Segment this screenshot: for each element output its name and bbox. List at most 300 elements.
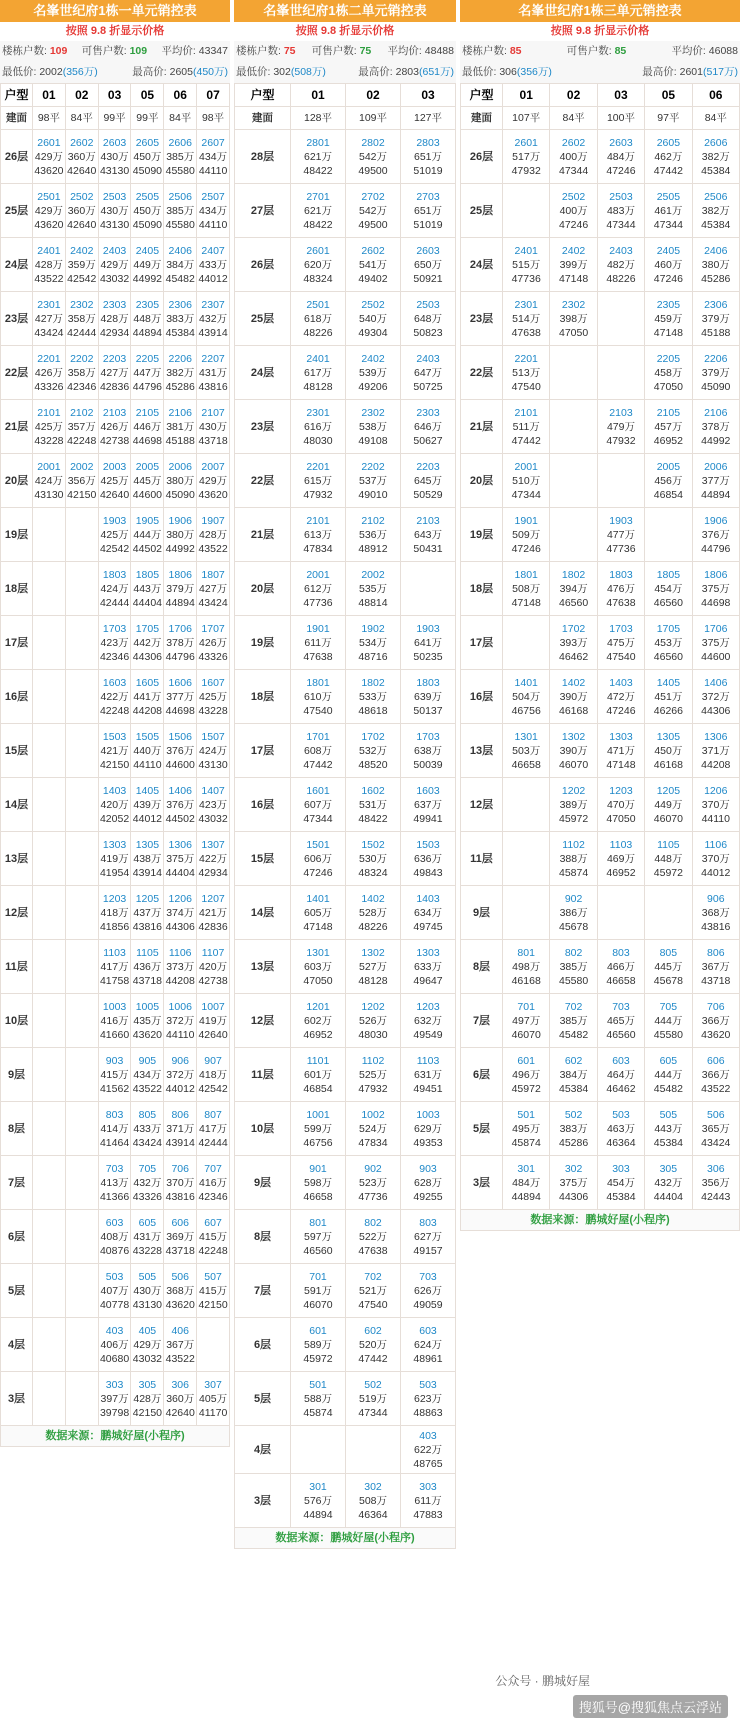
unit-cell[interactable] (401, 346, 456, 400)
unit-cell[interactable] (692, 616, 739, 670)
unit-cell[interactable] (98, 130, 131, 184)
unit-cell[interactable] (164, 1264, 197, 1318)
unit-cell[interactable] (164, 724, 197, 778)
empty-cell (645, 886, 692, 940)
area-header: 建面 (461, 107, 503, 130)
unit-cell[interactable] (164, 454, 197, 508)
unit-cell[interactable] (346, 940, 401, 994)
unit-cell[interactable] (197, 292, 230, 346)
unit-cell[interactable] (692, 292, 739, 346)
total-price: 430万 (100, 150, 129, 163)
unit-cell[interactable] (597, 130, 644, 184)
unit-cell[interactable] (291, 1048, 346, 1102)
room-number: 2002 (361, 568, 385, 581)
unit-cell[interactable] (33, 184, 66, 238)
unit-cell[interactable] (291, 1156, 346, 1210)
unit-cell[interactable] (503, 562, 550, 616)
unit-cell[interactable] (346, 130, 401, 184)
room-number: 2701 (306, 190, 330, 203)
unit-cell[interactable] (346, 1048, 401, 1102)
unit-cell[interactable] (98, 292, 131, 346)
unit-cell[interactable] (164, 238, 197, 292)
unit-cell[interactable] (692, 778, 739, 832)
unit-cell[interactable] (98, 616, 131, 670)
total-price: 576万 (303, 1494, 333, 1507)
unit-cell[interactable] (346, 562, 401, 616)
unit-cell[interactable] (550, 778, 597, 832)
unit-cell[interactable] (692, 454, 739, 508)
unit-cell[interactable] (197, 508, 230, 562)
unit-cell[interactable] (164, 778, 197, 832)
unit-price: 46952 (653, 434, 683, 447)
unit-cell[interactable] (131, 508, 164, 562)
unit-cell[interactable] (401, 1048, 456, 1102)
unit-cell[interactable] (131, 1264, 164, 1318)
unit-cell[interactable] (33, 346, 66, 400)
unit-cell[interactable] (197, 1156, 230, 1210)
unit-cell[interactable] (131, 184, 164, 238)
unit-cell[interactable] (401, 1426, 456, 1474)
unit-cell[interactable] (131, 400, 164, 454)
unit-cell[interactable] (33, 400, 66, 454)
unit-cell[interactable] (550, 130, 597, 184)
unit-cell[interactable] (65, 292, 98, 346)
unit-cell[interactable] (597, 1048, 644, 1102)
unit-cell[interactable] (401, 1474, 456, 1528)
unit-cell[interactable] (645, 670, 692, 724)
unit-cell[interactable] (33, 130, 66, 184)
unit-cell[interactable] (131, 724, 164, 778)
unit-cell[interactable] (401, 994, 456, 1048)
unit-cell[interactable] (401, 940, 456, 994)
unit-cell[interactable] (401, 1318, 456, 1372)
unit-cell[interactable] (692, 886, 739, 940)
unit-cell[interactable] (98, 724, 131, 778)
unit-price: 42444 (99, 596, 130, 609)
unit-cell[interactable] (692, 346, 739, 400)
unit-cell[interactable] (645, 400, 692, 454)
unit-cell[interactable] (645, 238, 692, 292)
unit-cell[interactable] (597, 940, 644, 994)
unit-cell[interactable] (197, 130, 230, 184)
unit-cell[interactable] (503, 670, 550, 724)
unit-cell[interactable] (346, 400, 401, 454)
unit-cell[interactable] (291, 292, 346, 346)
unit-cell[interactable] (131, 670, 164, 724)
unit-cell[interactable] (164, 832, 197, 886)
unit-price: 43424 (701, 1136, 731, 1149)
unit-cell[interactable] (550, 886, 597, 940)
unit-cell[interactable] (291, 400, 346, 454)
unit-cell[interactable] (197, 1210, 230, 1264)
unit-cell[interactable] (131, 778, 164, 832)
unit-price: 45678 (653, 974, 683, 987)
unit-cell[interactable] (597, 616, 644, 670)
unit-cell[interactable] (550, 616, 597, 670)
unit-cell[interactable] (98, 400, 131, 454)
unit-cell[interactable] (503, 994, 550, 1048)
unit-cell[interactable] (98, 832, 131, 886)
unit-cell[interactable] (291, 1474, 346, 1528)
unit-cell[interactable] (597, 778, 644, 832)
unit-cell[interactable] (645, 778, 692, 832)
unit-cell[interactable] (645, 994, 692, 1048)
unit-cell[interactable] (98, 1372, 131, 1426)
unit-cell[interactable] (291, 238, 346, 292)
unit-cell[interactable] (346, 1102, 401, 1156)
unit-cell[interactable] (692, 940, 739, 994)
unit-cell[interactable] (597, 724, 644, 778)
room-number: 1803 (102, 568, 127, 581)
unit-cell[interactable] (291, 1318, 346, 1372)
unit-cell[interactable] (503, 940, 550, 994)
unit-cell[interactable] (164, 130, 197, 184)
unit-cell[interactable] (291, 940, 346, 994)
unit-cell[interactable] (346, 1318, 401, 1372)
unit-cell[interactable] (692, 562, 739, 616)
unit-cell[interactable] (197, 670, 230, 724)
unit-cell[interactable] (645, 562, 692, 616)
unit-cell[interactable] (692, 670, 739, 724)
unit-price: 47540 (511, 380, 541, 393)
unit-cell[interactable] (645, 454, 692, 508)
total-price: 624万 (413, 1338, 443, 1351)
unit-cell[interactable] (401, 400, 456, 454)
unit-cell[interactable] (131, 832, 164, 886)
unit-cell[interactable] (131, 886, 164, 940)
unit-cell[interactable] (692, 400, 739, 454)
unit-cell[interactable] (291, 508, 346, 562)
unit-cell[interactable] (33, 238, 66, 292)
unit-cell[interactable] (346, 1264, 401, 1318)
unit-cell[interactable] (291, 130, 346, 184)
unit-cell[interactable] (131, 130, 164, 184)
room-number: 1502 (361, 838, 385, 851)
unit-cell[interactable] (550, 238, 597, 292)
total-price: 484万 (606, 150, 635, 163)
unit-cell[interactable] (645, 130, 692, 184)
unit-cell[interactable] (131, 1372, 164, 1426)
unit-cell[interactable] (197, 832, 230, 886)
unit-cell[interactable] (33, 454, 66, 508)
unit-cell[interactable] (550, 670, 597, 724)
unit-cell[interactable] (291, 886, 346, 940)
unit-cell[interactable] (503, 130, 550, 184)
unit-cell[interactable] (197, 562, 230, 616)
unit-cell[interactable] (197, 346, 230, 400)
unit-cell[interactable] (164, 292, 197, 346)
unit-cell[interactable] (503, 1102, 550, 1156)
unit-cell[interactable] (131, 454, 164, 508)
unit-cell[interactable] (98, 238, 131, 292)
unit-cell[interactable] (346, 454, 401, 508)
unit-cell[interactable] (692, 832, 739, 886)
unit-cell[interactable] (692, 508, 739, 562)
unit-cell[interactable] (131, 292, 164, 346)
unit-cell[interactable] (645, 832, 692, 886)
unit-cell[interactable] (401, 1372, 456, 1426)
unit-cell[interactable] (346, 886, 401, 940)
unit-cell[interactable] (291, 1102, 346, 1156)
unit-cell[interactable] (597, 508, 644, 562)
unit-cell[interactable] (291, 778, 346, 832)
unit-cell[interactable] (131, 940, 164, 994)
unit-cell[interactable] (346, 778, 401, 832)
unit-cell[interactable] (164, 562, 197, 616)
unit-cell[interactable] (550, 184, 597, 238)
unit-cell[interactable] (597, 562, 644, 616)
unit-cell[interactable] (98, 994, 131, 1048)
unit-cell[interactable] (346, 508, 401, 562)
unit-cell[interactable] (131, 1210, 164, 1264)
unit-cell[interactable] (550, 1102, 597, 1156)
unit-cell[interactable] (550, 292, 597, 346)
unit-cell[interactable] (401, 886, 456, 940)
unit-cell[interactable] (164, 994, 197, 1048)
unit-cell[interactable] (401, 1102, 456, 1156)
total-price: 372万 (166, 1014, 195, 1027)
unit-cell[interactable] (401, 778, 456, 832)
unit-cell[interactable] (401, 454, 456, 508)
unit-cell[interactable] (692, 130, 739, 184)
unit-cell[interactable] (65, 184, 98, 238)
total-price: 428万 (199, 528, 228, 541)
unit-cell[interactable] (164, 508, 197, 562)
unit-cell[interactable] (164, 940, 197, 994)
unit-cell[interactable] (65, 130, 98, 184)
unit-cell[interactable] (197, 724, 230, 778)
unit-cell[interactable] (131, 994, 164, 1048)
empty-cell (33, 1156, 66, 1210)
unit-cell[interactable] (164, 670, 197, 724)
unit-cell[interactable] (164, 1318, 197, 1372)
unit-cell[interactable] (197, 994, 230, 1048)
unit-cell[interactable] (346, 292, 401, 346)
unit-cell[interactable] (98, 1210, 131, 1264)
empty-cell (33, 616, 66, 670)
unit-cell[interactable] (131, 1102, 164, 1156)
unit-cell[interactable] (597, 1102, 644, 1156)
unit-cell[interactable] (597, 238, 644, 292)
unit-cell[interactable] (401, 1156, 456, 1210)
unit-cell[interactable] (164, 616, 197, 670)
unit-cell[interactable] (65, 454, 98, 508)
unit-cell[interactable] (503, 292, 550, 346)
unit-price: 51019 (413, 164, 443, 177)
unit-cell[interactable] (401, 670, 456, 724)
unit-cell[interactable] (346, 994, 401, 1048)
unit-cell[interactable] (291, 616, 346, 670)
unit-cell[interactable] (645, 346, 692, 400)
unit-cell[interactable] (401, 832, 456, 886)
unit-cell[interactable] (645, 1102, 692, 1156)
unit-cell[interactable] (65, 346, 98, 400)
unit-cell[interactable] (197, 400, 230, 454)
unit-cell[interactable] (597, 832, 644, 886)
unit-cell[interactable] (291, 670, 346, 724)
unit-cell[interactable] (346, 670, 401, 724)
unit-cell[interactable] (98, 508, 131, 562)
unit-cell[interactable] (503, 1156, 550, 1210)
total-price: 510万 (512, 474, 541, 487)
floor-row (235, 1426, 456, 1474)
unit-cell[interactable] (346, 1372, 401, 1426)
unit-cell[interactable] (291, 454, 346, 508)
unit-cell[interactable] (197, 616, 230, 670)
unit-cell[interactable] (645, 184, 692, 238)
unit-cell[interactable] (291, 562, 346, 616)
unit-cell[interactable] (692, 1156, 739, 1210)
unit-cell[interactable] (503, 508, 550, 562)
unit-cell[interactable] (346, 238, 401, 292)
unit-cell[interactable] (197, 184, 230, 238)
unit-cell[interactable] (346, 616, 401, 670)
unit-cell[interactable] (597, 994, 644, 1048)
unit-cell[interactable] (164, 1210, 197, 1264)
unit-cell[interactable] (503, 724, 550, 778)
unit-cell[interactable] (131, 616, 164, 670)
unit-cell[interactable] (291, 184, 346, 238)
unit-cell[interactable] (346, 724, 401, 778)
unit-cell[interactable] (401, 1264, 456, 1318)
unit-cell[interactable] (98, 670, 131, 724)
unit-cell[interactable] (197, 1264, 230, 1318)
unit-cell[interactable] (401, 130, 456, 184)
unit-cell[interactable] (131, 562, 164, 616)
unit-cell[interactable] (503, 400, 550, 454)
unit-cell[interactable] (401, 616, 456, 670)
unit-cell[interactable] (98, 562, 131, 616)
unit-cell[interactable] (197, 778, 230, 832)
unit-cell[interactable] (291, 1210, 346, 1264)
unit-cell[interactable] (346, 1156, 401, 1210)
unit-cell[interactable] (346, 1474, 401, 1528)
unit-cell[interactable] (164, 184, 197, 238)
unit-cell[interactable] (98, 940, 131, 994)
unit-cell[interactable] (98, 1318, 131, 1372)
unit-cell[interactable] (503, 238, 550, 292)
unit-cell[interactable] (98, 778, 131, 832)
unit-cell[interactable] (550, 724, 597, 778)
unit-cell[interactable] (692, 1048, 739, 1102)
unit-cell[interactable] (164, 1156, 197, 1210)
unit-cell[interactable] (645, 292, 692, 346)
unit-cell[interactable] (346, 346, 401, 400)
unit-cell[interactable] (131, 238, 164, 292)
total-label: 楼栋户数: (236, 45, 281, 57)
room-number: 1705 (656, 622, 681, 635)
unit-cell[interactable] (65, 400, 98, 454)
unit-cell[interactable] (164, 1372, 197, 1426)
unit-cell[interactable] (131, 1318, 164, 1372)
unit-cell[interactable] (197, 1102, 230, 1156)
unit-cell[interactable] (197, 1048, 230, 1102)
unit-cell[interactable] (98, 1156, 131, 1210)
unit-cell[interactable] (645, 724, 692, 778)
unit-cell[interactable] (164, 346, 197, 400)
unit-price: 47736 (358, 1190, 388, 1203)
unit-cell[interactable] (550, 994, 597, 1048)
unit-cell[interactable] (550, 562, 597, 616)
unit-cell[interactable] (597, 184, 644, 238)
unit-cell[interactable] (291, 1372, 346, 1426)
unit-cell[interactable] (98, 1048, 131, 1102)
unit-cell[interactable] (401, 724, 456, 778)
unit-cell[interactable] (692, 1102, 739, 1156)
unit-cell[interactable] (401, 292, 456, 346)
unit-cell[interactable] (98, 346, 131, 400)
unit-cell[interactable] (503, 346, 550, 400)
unit-cell[interactable] (164, 1048, 197, 1102)
unit-cell[interactable] (597, 400, 644, 454)
unit-cell[interactable] (503, 1048, 550, 1102)
unit-cell[interactable] (401, 1210, 456, 1264)
unit-cell[interactable] (346, 832, 401, 886)
unit-cell[interactable] (645, 1048, 692, 1102)
unit-cell[interactable] (197, 1372, 230, 1426)
unit-cell[interactable] (164, 400, 197, 454)
unit-cell[interactable] (197, 940, 230, 994)
unit-cell[interactable] (65, 238, 98, 292)
unit-cell[interactable] (550, 1156, 597, 1210)
total-price: 620万 (303, 258, 333, 271)
unit-cell[interactable] (197, 454, 230, 508)
unit-cell[interactable] (692, 184, 739, 238)
unit-cell[interactable] (131, 346, 164, 400)
unit-cell[interactable] (98, 1102, 131, 1156)
unit-cell[interactable] (597, 670, 644, 724)
unit-cell[interactable] (131, 1156, 164, 1210)
unit-cell[interactable] (98, 454, 131, 508)
unit-cell[interactable] (550, 1048, 597, 1102)
unit-cell[interactable] (291, 1264, 346, 1318)
floor-label: 5层 (1, 1264, 33, 1318)
unit-cell[interactable] (131, 1048, 164, 1102)
unit-cell[interactable] (164, 1102, 197, 1156)
unit-cell[interactable] (291, 994, 346, 1048)
unit-cell[interactable] (33, 292, 66, 346)
unit-cell[interactable] (645, 940, 692, 994)
unit-cell[interactable] (98, 1264, 131, 1318)
unit-cell[interactable] (346, 1210, 401, 1264)
unit-price: 48226 (303, 326, 333, 339)
unit-cell[interactable] (164, 886, 197, 940)
unit-cell[interactable] (401, 238, 456, 292)
unit-cell[interactable] (291, 346, 346, 400)
room-number: 2403 (102, 244, 127, 257)
unit-cell[interactable] (98, 184, 131, 238)
unit-cell[interactable] (197, 238, 230, 292)
unit-cell[interactable] (291, 832, 346, 886)
unit-cell[interactable] (550, 832, 597, 886)
unit-cell[interactable] (503, 454, 550, 508)
unit-cell[interactable] (197, 886, 230, 940)
total-price: 460万 (654, 258, 683, 271)
unit-cell[interactable] (645, 616, 692, 670)
unit-cell[interactable] (98, 886, 131, 940)
unit-cell[interactable] (291, 724, 346, 778)
unit-cell[interactable] (692, 724, 739, 778)
unit-cell[interactable] (401, 184, 456, 238)
unit-cell[interactable] (692, 994, 739, 1048)
unit-cell[interactable] (692, 238, 739, 292)
unit-cell[interactable] (597, 1156, 644, 1210)
unit-cell[interactable] (550, 940, 597, 994)
unit-cell[interactable] (401, 508, 456, 562)
unit-cell[interactable] (645, 1156, 692, 1210)
empty-cell (65, 724, 98, 778)
unit-cell[interactable] (346, 184, 401, 238)
